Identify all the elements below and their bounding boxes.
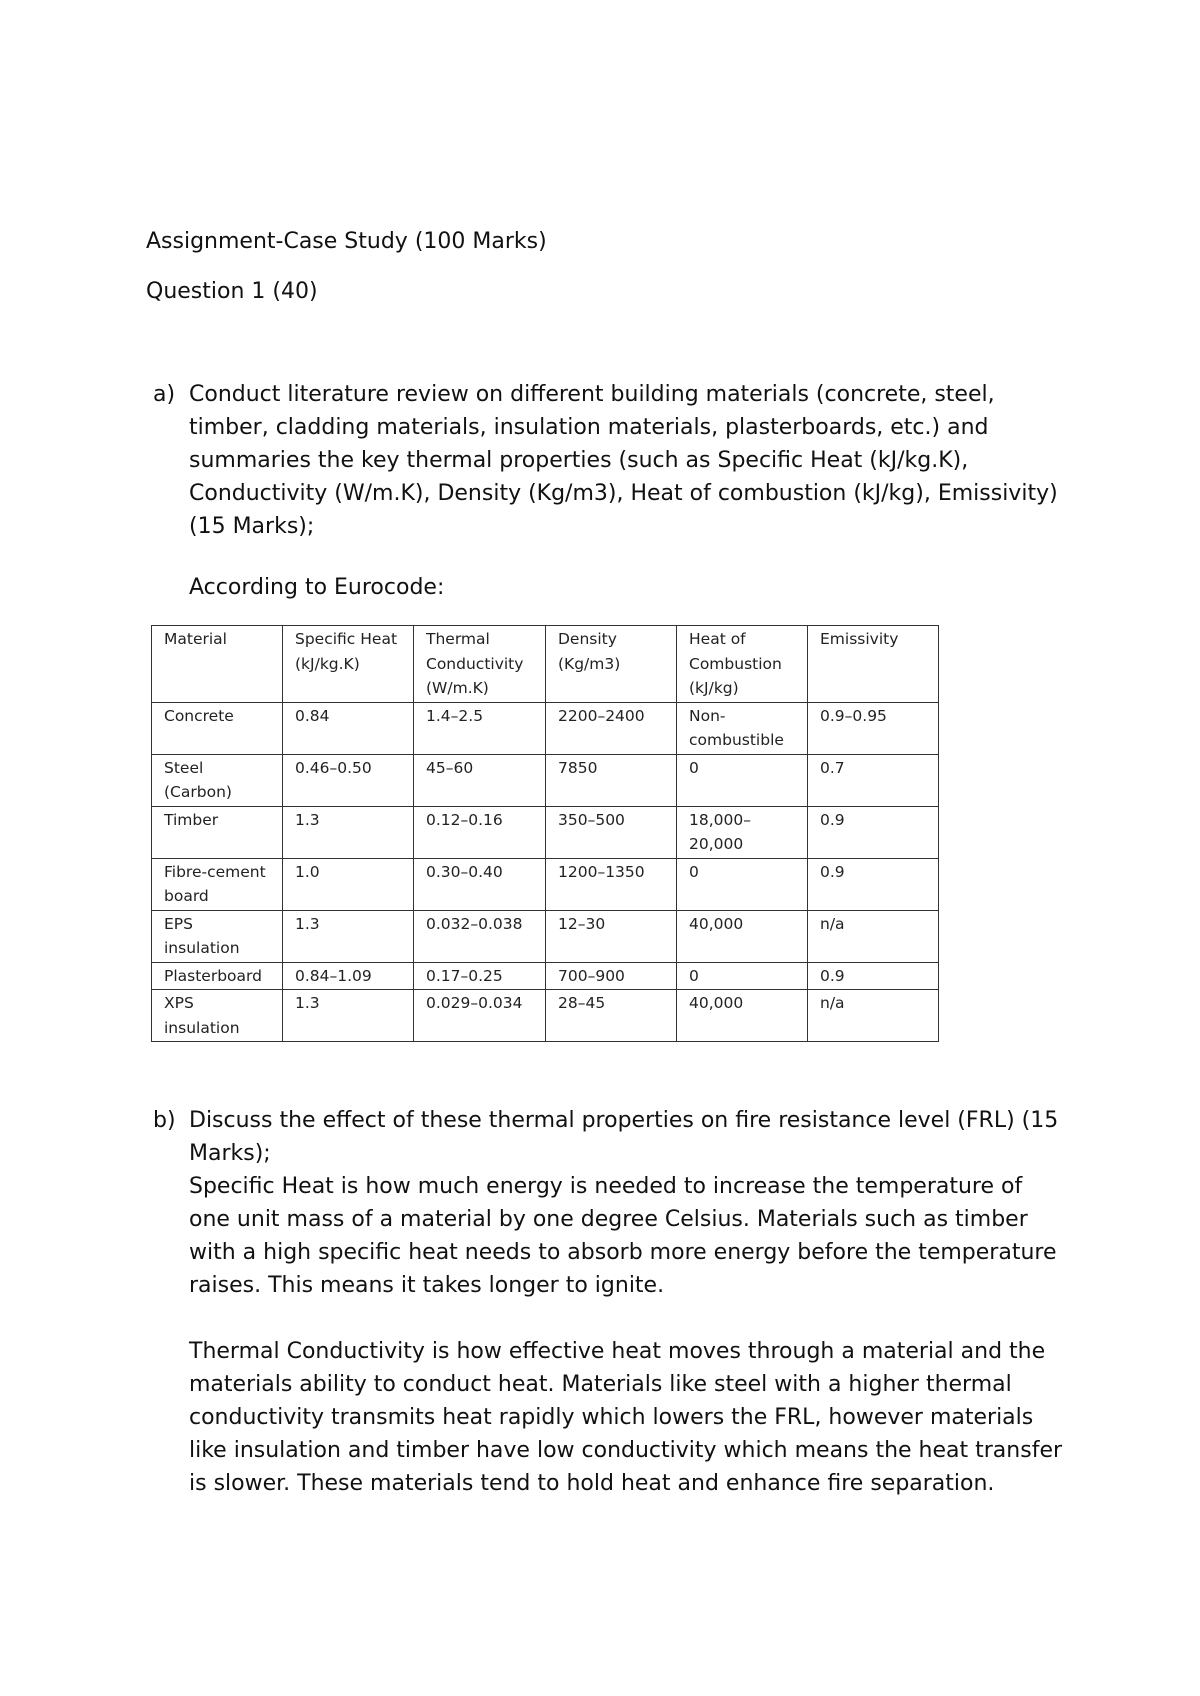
table-header-row: [152, 626, 939, 703]
table-cell: Plasterboard: [152, 962, 283, 990]
document-title: Assignment-Case Study (100 Marks): [146, 229, 547, 254]
specific-heat-paragraph: Specific Heat is how much energy is needed to increase the temperature of one unit mass of a material by one degree Celsius. Materials such as timber with a high specific heat needs to absorb more energy before the temperature raises. This means it takes longer to ignite.: [189, 1174, 1057, 1298]
header-cell: Specific Heat (kJ/kg.K): [283, 626, 414, 703]
table-cell: 350–500: [546, 806, 677, 858]
header-cell: Heat of Combustion (kJ/kg): [677, 626, 808, 703]
part-b-prompt: Discuss the effect of these thermal properties on fire resistance level (FRL) (15 Marks);: [189, 1108, 1059, 1166]
table-row: [152, 754, 939, 806]
table-row: [152, 962, 939, 990]
table-cell: 0.9: [808, 858, 939, 910]
table-cell: 0: [677, 962, 808, 990]
table-cell: Non-combustible: [677, 702, 808, 754]
part-b: [153, 1104, 1063, 1500]
table-cell: 18,000–20,000: [677, 806, 808, 858]
table-cell: 0.46–0.50: [283, 754, 414, 806]
table-cell: 1.3: [283, 990, 414, 1042]
table-cell: 45–60: [414, 754, 546, 806]
part-a: [153, 378, 1063, 543]
according-label: According to Eurocode:: [189, 575, 445, 600]
table-cell: 0.17–0.25: [414, 962, 546, 990]
table-row: [152, 910, 939, 962]
table-cell: 0.029–0.034: [414, 990, 546, 1042]
header-cell: Material: [152, 626, 283, 703]
table-cell: 0.84: [283, 702, 414, 754]
table-cell: n/a: [808, 910, 939, 962]
table-cell: XPS insulation: [152, 990, 283, 1042]
table-cell: 0.9: [808, 806, 939, 858]
table-cell: 40,000: [677, 990, 808, 1042]
header-cell: Thermal Conductivity (W/m.K): [414, 626, 546, 703]
table-cell: 0: [677, 754, 808, 806]
table-cell: 1200–1350: [546, 858, 677, 910]
table-cell: 2200–2400: [546, 702, 677, 754]
table-cell: Timber: [152, 806, 283, 858]
table-cell: 0: [677, 858, 808, 910]
part-a-marker: a): [153, 382, 176, 407]
table-cell: 12–30: [546, 910, 677, 962]
table-row: [152, 990, 939, 1042]
table-cell: Concrete: [152, 702, 283, 754]
table-cell: 0.84–1.09: [283, 962, 414, 990]
paragraph-spacer: [189, 1302, 1063, 1335]
table-cell: Fibre-cement board: [152, 858, 283, 910]
part-b-marker: b): [153, 1108, 176, 1133]
table-cell: 0.9–0.95: [808, 702, 939, 754]
table-cell: 1.4–2.5: [414, 702, 546, 754]
table-cell: 7850: [546, 754, 677, 806]
table-cell: 1.0: [283, 858, 414, 910]
table-row: [152, 702, 939, 754]
table-cell: 0.30–0.40: [414, 858, 546, 910]
thermal-properties-table: [151, 625, 939, 1042]
table-cell: 0.9: [808, 962, 939, 990]
table-cell: 0.12–0.16: [414, 806, 546, 858]
table-cell: EPS insulation: [152, 910, 283, 962]
table-cell: 0.032–0.038: [414, 910, 546, 962]
table-cell: 1.3: [283, 806, 414, 858]
table-cell: 40,000: [677, 910, 808, 962]
table-cell: 1.3: [283, 910, 414, 962]
table-row: [152, 858, 939, 910]
table-cell: 28–45: [546, 990, 677, 1042]
table-row: [152, 806, 939, 858]
part-a-text: Conduct literature review on different building materials (concrete, steel, timber, cladding materials, insulation materials, plasterboards, etc.) and summaries the key thermal properties (such as Specific Heat (kJ/kg.K), Conductivity (W/m.K), Density (Kg/m3), Heat of combustion (kJ/kg), Emissivity) (15 Marks);: [189, 382, 1058, 539]
header-cell: Emissivity: [808, 626, 939, 703]
table-cell: Steel (Carbon): [152, 754, 283, 806]
table-cell: 700–900: [546, 962, 677, 990]
conductivity-paragraph: Thermal Conductivity is how effective heat moves through a material and the materials ability to conduct heat. Materials like steel with a higher thermal conductivity transmits heat rapidly which lowers the FRL, however materials like insulation and timber have low conductivity which means the heat transfer is slower. These materials tend to hold heat and enhance fire separation.: [189, 1339, 1063, 1496]
question-heading: Question 1 (40): [146, 279, 318, 304]
table-cell: n/a: [808, 990, 939, 1042]
table-cell: 0.7: [808, 754, 939, 806]
header-cell: Density (Kg/m3): [546, 626, 677, 703]
